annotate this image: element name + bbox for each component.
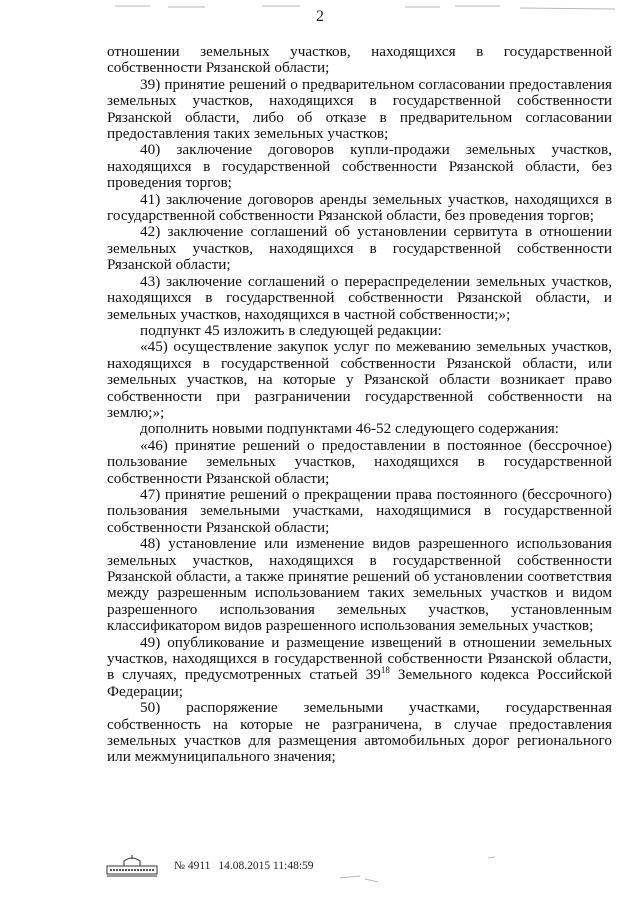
page-number: 2: [316, 8, 324, 25]
paragraph-text: подпункт 45 изложить в следующей редакции:: [140, 321, 442, 339]
paragraph-text: 39) принятие решений о предварительном согласовании предоставления земельных участков, находящихся в государственной собственности Рязанской области, либо об отказе в предварительном согласовании предоставления таких земельных участков;: [107, 75, 612, 143]
paragraph-text: «46) принятие решений о предоставлении в постоянное (бессрочное) пользование земельных участков, находящихся в государственной собственности Рязанской области;: [107, 436, 612, 487]
paragraph: [107, 142, 612, 191]
document-body: [107, 44, 612, 766]
paragraph-text: 40) заключение договоров купли-продажи земельных участков, находящихся в государственной собственности Рязанской области, без проведения торгов;: [107, 141, 612, 192]
paragraph: [107, 487, 612, 536]
paragraph: [107, 438, 612, 487]
paragraph-text: 41) заключение договоров аренды земельных участков, находящихся в государственной собственности Рязанской области, без проведения торгов;: [107, 190, 612, 225]
paragraph: [107, 224, 612, 273]
document-footer: [106, 853, 314, 879]
paragraph: [107, 323, 612, 339]
paragraph-text: 50) распоряжение земельными участками, государственная собственность на которые не разграничена, в случае предоставления земельных участков для размещения автомобильных дорог регионального или межмуниципального значения;: [107, 699, 612, 766]
paragraph: [107, 700, 612, 766]
paragraph-text: 48) установление или изменение видов разрешенного использования земельных участков, находящихся в государственной собственности Рязанской области, а также принятие решений об установлении соответствия между разрешенным использованием таких земельных участков и видом разрешенного использования земельных участков, установленным классификатором видов разрешенного использования земельных участков;: [107, 535, 612, 635]
paragraph: [107, 77, 612, 143]
paragraph-text: 43) заключение соглашений о перераспределении земельных участков, находящихся в государственной собственности Рязанской области, и земельных участков, находящихся в частной собственности;»;: [107, 272, 612, 323]
paragraph-text: дополнить новыми подпунктами 46-52 следующего содержания:: [140, 420, 559, 438]
paragraph-text: 47) принятие решений о прекращении права постоянного (бессрочного) пользования земельными участками, находящимися в государственной собственности Рязанской области;: [107, 485, 612, 536]
paragraph: [107, 44, 612, 77]
paragraph-text: отношении земельных участков, находящихся в государственной собственности Рязанской области;: [107, 43, 612, 77]
paragraph: [107, 635, 612, 701]
footer-doc-number: № 4911: [174, 860, 211, 872]
paragraph-text-continued: Земельного кодекса Российской Федерации;: [107, 666, 612, 700]
paragraph-text: 42) заключение соглашений об установлении сервитута в отношении земельных участков, находящихся в государственной собственности Рязанской области;: [107, 223, 612, 274]
footer-datetime: 14.08.2015 11:48:59: [218, 860, 314, 872]
paragraph: [107, 536, 612, 634]
article-superscript: 18: [380, 665, 390, 676]
registry-stamp-icon: [106, 854, 158, 878]
paragraph: [107, 274, 612, 323]
paragraph-text: 49) опубликование и размещение извещений в отношении земельных участков, находящихся в государственной собственности Рязанской области, в случаях, предусмотренных статьей 39: [107, 633, 612, 684]
paragraph-text: «45) осуществление закупок услуг по межеванию земельных участков, находящихся в государственной собственности Рязанской области, или земельных участков, на которые у Рязанской области возникает право собственности при разграничении государственной собственности на землю;»;: [107, 338, 612, 421]
paragraph: [107, 339, 612, 421]
paragraph: [107, 421, 612, 437]
paragraph: [107, 192, 612, 225]
